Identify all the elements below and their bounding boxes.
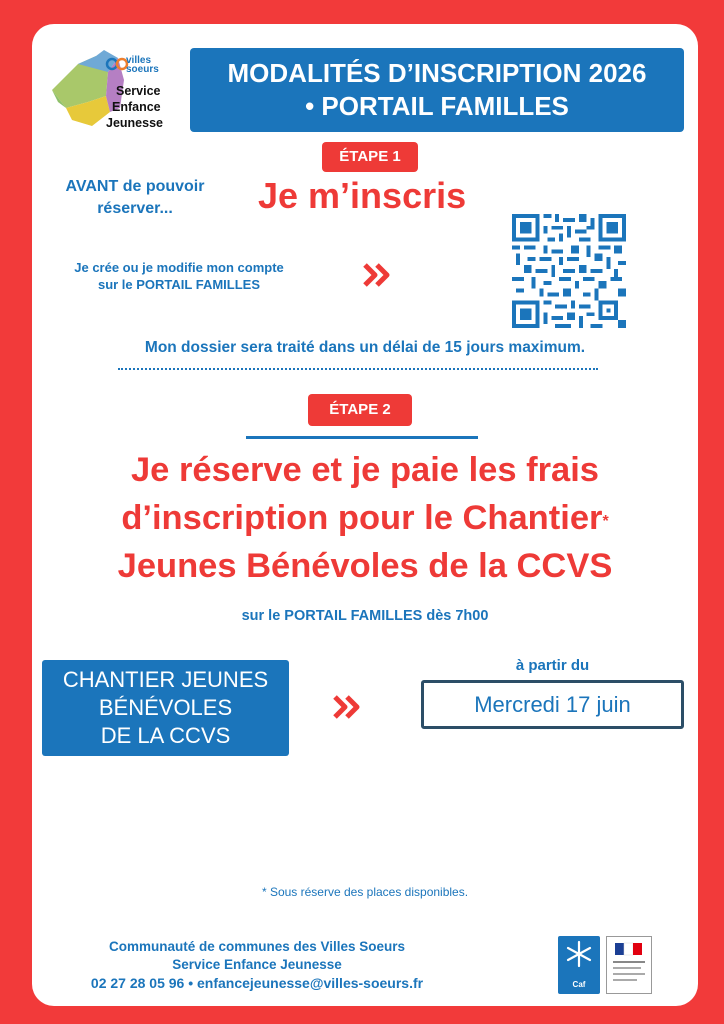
qr-code-icon[interactable] — [512, 214, 626, 328]
banner-title-line1: MODALITÉS D’INSCRIPTION 2026 — [227, 58, 647, 88]
logo-enfance-text: Enfance — [112, 100, 161, 114]
step2-portal-text: sur le PORTAIL FAMILLES dès 7h00 — [241, 608, 489, 624]
caf-logo — [558, 936, 600, 994]
step1-badge: ÉTAPE 1 — [322, 142, 418, 172]
step2-badge: ÉTAPE 2 — [308, 394, 412, 426]
logo-service-text: Service — [116, 84, 161, 98]
step1-delay-text: Mon dossier sera traité dans un délai de 15 jours maximum. — [144, 339, 586, 356]
date-box: Mercredi 17 juin — [421, 680, 684, 729]
chevron-right-icon — [362, 262, 392, 288]
step2-title: Je réserve et je paie les frais d’inscription pour le Chantier* Jeunes Bénévoles de la CCVS — [117, 451, 613, 585]
logo-jeunesse-text: Jeunesse — [106, 116, 163, 130]
asterisk-mark: * — [602, 513, 609, 530]
caf-snowflake-icon — [558, 936, 600, 974]
footer-org-name: Communauté de communes des Villes Soeurs — [108, 939, 406, 954]
logo-villes-text: villes soeurs — [126, 55, 159, 75]
step2-underline — [246, 436, 478, 439]
step1-compte-text: Je crée ou je modifie mon compte sur le PORTAIL FAMILLES — [74, 260, 284, 292]
caf-label: Caf — [572, 980, 586, 989]
marianne-logo — [606, 936, 652, 994]
step1-title: Je m’inscris — [258, 175, 467, 216]
banner-title-line2: • PORTAIL FAMILLES — [305, 91, 569, 121]
header-banner — [190, 48, 684, 132]
step1-avant-text: AVANT de pouvoir réserver... — [65, 178, 205, 217]
chevron-right-icon — [332, 694, 362, 720]
footer-service: Service Enfance Jeunesse — [172, 957, 342, 972]
poster-card — [32, 24, 698, 1006]
chantier-box: CHANTIER JEUNES BÉNÉVOLES DE LA CCVS — [42, 660, 289, 756]
availability-note: * Sous réserve des places disponibles. — [261, 885, 469, 899]
a-partir-text: à partir du — [515, 657, 590, 674]
dotted-divider — [118, 368, 598, 370]
footer-contact[interactable]: 02 27 28 05 96 • enfancejeunesse@villes-soeurs.fr — [90, 975, 424, 991]
villes-soeurs-logo — [48, 50, 174, 134]
french-republic-flag-icon — [607, 937, 651, 993]
